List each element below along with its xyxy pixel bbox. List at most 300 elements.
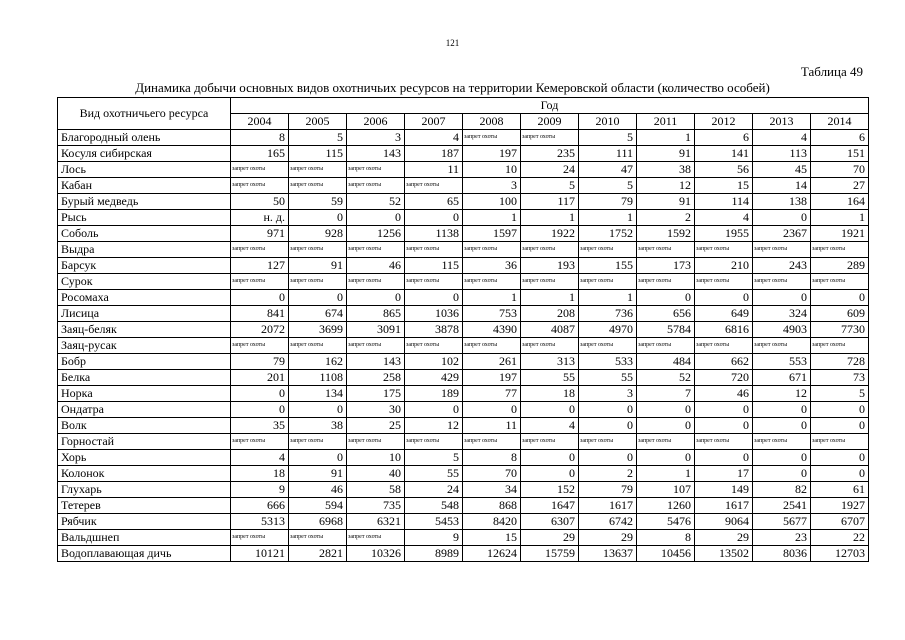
value-cell: 164 xyxy=(811,194,869,210)
value-cell: 666 xyxy=(231,498,289,514)
value-cell: 0 xyxy=(753,210,811,226)
hunting-ban-cell: запрет охоты xyxy=(347,178,405,194)
value-cell: 1 xyxy=(579,210,637,226)
value-cell: 649 xyxy=(695,306,753,322)
hunting-ban-cell: запрет охоты xyxy=(289,242,347,258)
hunting-ban-cell: запрет охоты xyxy=(753,274,811,290)
value-cell: 47 xyxy=(579,162,637,178)
value-cell: 0 xyxy=(753,402,811,418)
value-cell: 15 xyxy=(463,530,521,546)
value-cell: 1617 xyxy=(695,498,753,514)
value-cell: 0 xyxy=(405,210,463,226)
value-cell: 0 xyxy=(405,290,463,306)
table-row xyxy=(58,546,869,562)
resource-name-cell: Колонок xyxy=(58,466,231,482)
value-cell: 0 xyxy=(347,210,405,226)
value-cell: 8 xyxy=(637,530,695,546)
value-cell: 533 xyxy=(579,354,637,370)
value-cell: 1 xyxy=(463,210,521,226)
value-cell: 6307 xyxy=(521,514,579,530)
value-cell: 113 xyxy=(753,146,811,162)
value-cell: 324 xyxy=(753,306,811,322)
value-cell: 11 xyxy=(405,162,463,178)
value-cell: 720 xyxy=(695,370,753,386)
value-cell: 46 xyxy=(289,482,347,498)
table-row xyxy=(58,354,869,370)
value-cell: 56 xyxy=(695,162,753,178)
value-cell: 3091 xyxy=(347,322,405,338)
value-cell: 1597 xyxy=(463,226,521,242)
hunting-ban-cell: запрет охоты xyxy=(695,434,753,450)
hunting-ban-cell: запрет охоты xyxy=(521,274,579,290)
value-cell: 162 xyxy=(289,354,347,370)
value-cell: 7 xyxy=(637,386,695,402)
resource-name-cell: Барсук xyxy=(58,258,231,274)
hunting-ban-cell: запрет охоты xyxy=(753,242,811,258)
value-cell: 115 xyxy=(289,146,347,162)
value-cell: 609 xyxy=(811,306,869,322)
value-cell: 12624 xyxy=(463,546,521,562)
value-cell: 0 xyxy=(753,450,811,466)
value-cell: 91 xyxy=(289,466,347,482)
value-cell: 4087 xyxy=(521,322,579,338)
year-header-cell: 2012 xyxy=(695,114,753,130)
value-cell: 208 xyxy=(521,306,579,322)
value-cell: 594 xyxy=(289,498,347,514)
table-row xyxy=(58,514,869,530)
value-cell: 484 xyxy=(637,354,695,370)
value-cell: 45 xyxy=(753,162,811,178)
value-cell: 0 xyxy=(579,450,637,466)
value-cell: 0 xyxy=(811,402,869,418)
hunting-ban-cell: запрет охоты xyxy=(695,242,753,258)
hunting-ban-cell: запрет охоты xyxy=(521,242,579,258)
value-cell: 0 xyxy=(637,450,695,466)
value-cell: 141 xyxy=(695,146,753,162)
table-row xyxy=(58,194,869,210)
value-cell: 91 xyxy=(637,146,695,162)
hunting-ban-cell: запрет охоты xyxy=(521,434,579,450)
year-header-cell: 2006 xyxy=(347,114,405,130)
value-cell: 0 xyxy=(521,466,579,482)
value-cell: 5 xyxy=(289,130,347,146)
value-cell: 1 xyxy=(521,210,579,226)
value-cell: 0 xyxy=(231,290,289,306)
value-cell: 193 xyxy=(521,258,579,274)
table-row xyxy=(58,130,869,146)
value-cell: 2821 xyxy=(289,546,347,562)
hunting-ban-cell: запрет охоты xyxy=(231,162,289,178)
resource-name-cell: Глухарь xyxy=(58,482,231,498)
value-cell: 243 xyxy=(753,258,811,274)
value-cell: 0 xyxy=(695,450,753,466)
value-cell: 6321 xyxy=(347,514,405,530)
value-cell: 735 xyxy=(347,498,405,514)
hunting-ban-cell: запрет охоты xyxy=(695,274,753,290)
table-row xyxy=(58,482,869,498)
hunting-ban-cell: запрет охоты xyxy=(405,338,463,354)
value-cell: 197 xyxy=(463,146,521,162)
value-cell: 55 xyxy=(405,466,463,482)
value-cell: 3 xyxy=(463,178,521,194)
hunting-ban-cell: запрет охоты xyxy=(231,274,289,290)
value-cell: 25 xyxy=(347,418,405,434)
value-cell: 1617 xyxy=(579,498,637,514)
value-cell: 736 xyxy=(579,306,637,322)
value-cell: 36 xyxy=(463,258,521,274)
table-row xyxy=(58,498,869,514)
value-cell: 8989 xyxy=(405,546,463,562)
value-cell: 165 xyxy=(231,146,289,162)
value-cell: 18 xyxy=(231,466,289,482)
value-cell: 155 xyxy=(579,258,637,274)
resource-name-cell: Благородный олень xyxy=(58,130,231,146)
table-row xyxy=(58,418,869,434)
value-cell: 3699 xyxy=(289,322,347,338)
value-cell: 656 xyxy=(637,306,695,322)
value-cell: 0 xyxy=(289,402,347,418)
year-header-cell: 2007 xyxy=(405,114,463,130)
value-cell: 55 xyxy=(521,370,579,386)
table-row xyxy=(58,434,869,450)
value-cell: 0 xyxy=(811,290,869,306)
value-cell: 70 xyxy=(463,466,521,482)
value-cell: 3 xyxy=(347,130,405,146)
resource-name-cell: Тетерев xyxy=(58,498,231,514)
value-cell: 289 xyxy=(811,258,869,274)
resource-name-cell: Вальдшнеп xyxy=(58,530,231,546)
table-row xyxy=(58,162,869,178)
value-cell: 24 xyxy=(405,482,463,498)
value-cell: 5 xyxy=(579,130,637,146)
value-cell: 38 xyxy=(289,418,347,434)
value-cell: 50 xyxy=(231,194,289,210)
value-cell: 10 xyxy=(463,162,521,178)
value-cell: 4 xyxy=(521,418,579,434)
value-cell: 0 xyxy=(811,450,869,466)
hunting-ban-cell: запрет охоты xyxy=(347,162,405,178)
value-cell: 1922 xyxy=(521,226,579,242)
resource-name-cell: Волк xyxy=(58,418,231,434)
hunting-ban-cell: запрет охоты xyxy=(579,242,637,258)
value-cell: 1955 xyxy=(695,226,753,242)
value-cell: 111 xyxy=(579,146,637,162)
value-cell: 2 xyxy=(637,210,695,226)
value-cell: 79 xyxy=(579,194,637,210)
value-cell: 0 xyxy=(753,466,811,482)
value-cell: 0 xyxy=(637,290,695,306)
year-header-cell: 2014 xyxy=(811,114,869,130)
value-cell: 8 xyxy=(463,450,521,466)
hunting-ban-cell: запрет охоты xyxy=(521,130,579,146)
value-cell: 10456 xyxy=(637,546,695,562)
value-cell: 0 xyxy=(695,418,753,434)
value-cell: 35 xyxy=(231,418,289,434)
hunting-ban-cell: запрет охоты xyxy=(463,274,521,290)
value-cell: 728 xyxy=(811,354,869,370)
value-cell: 9 xyxy=(405,530,463,546)
value-cell: 12 xyxy=(753,386,811,402)
value-cell: 0 xyxy=(811,418,869,434)
value-cell: 1 xyxy=(811,210,869,226)
value-cell: 15 xyxy=(695,178,753,194)
year-header-cell: 2009 xyxy=(521,114,579,130)
resource-name-cell: Сурок xyxy=(58,274,231,290)
year-header-cell: 2010 xyxy=(579,114,637,130)
value-cell: 201 xyxy=(231,370,289,386)
resource-name-cell: Бурый медведь xyxy=(58,194,231,210)
hunting-ban-cell: запрет охоты xyxy=(347,274,405,290)
value-cell: 0 xyxy=(347,290,405,306)
table-row xyxy=(58,210,869,226)
hunting-ban-cell: запрет охоты xyxy=(289,274,347,290)
value-cell: 4 xyxy=(753,130,811,146)
value-cell: 1260 xyxy=(637,498,695,514)
value-cell: 27 xyxy=(811,178,869,194)
year-header-cell: 2004 xyxy=(231,114,289,130)
resource-name-cell: Рябчик xyxy=(58,514,231,530)
value-cell: 865 xyxy=(347,306,405,322)
table-row xyxy=(58,530,869,546)
value-cell: 17 xyxy=(695,466,753,482)
value-cell: н. д. xyxy=(231,210,289,226)
value-cell: 4 xyxy=(695,210,753,226)
table-row xyxy=(58,178,869,194)
value-cell: 70 xyxy=(811,162,869,178)
value-cell: 82 xyxy=(753,482,811,498)
table-row xyxy=(58,338,869,354)
value-cell: 79 xyxy=(579,482,637,498)
hunting-ban-cell: запрет охоты xyxy=(289,338,347,354)
table-row xyxy=(58,386,869,402)
table-row xyxy=(58,290,869,306)
value-cell: 1 xyxy=(637,466,695,482)
value-cell: 5453 xyxy=(405,514,463,530)
value-cell: 13637 xyxy=(579,546,637,562)
value-cell: 6742 xyxy=(579,514,637,530)
value-cell: 8 xyxy=(231,130,289,146)
value-cell: 197 xyxy=(463,370,521,386)
resource-name-cell: Горностай xyxy=(58,434,231,450)
value-cell: 548 xyxy=(405,498,463,514)
hunting-ban-cell: запрет охоты xyxy=(579,434,637,450)
hunting-ban-cell: запрет охоты xyxy=(811,434,869,450)
value-cell: 29 xyxy=(695,530,753,546)
value-cell: 151 xyxy=(811,146,869,162)
resource-name-cell: Росомаха xyxy=(58,290,231,306)
value-cell: 59 xyxy=(289,194,347,210)
table-row xyxy=(58,322,869,338)
value-cell: 14 xyxy=(753,178,811,194)
hunting-ban-cell: запрет охоты xyxy=(347,434,405,450)
value-cell: 261 xyxy=(463,354,521,370)
value-cell: 52 xyxy=(347,194,405,210)
value-cell: 0 xyxy=(405,402,463,418)
value-cell: 79 xyxy=(231,354,289,370)
value-cell: 29 xyxy=(579,530,637,546)
table-row xyxy=(58,226,869,242)
value-cell: 0 xyxy=(289,450,347,466)
value-cell: 187 xyxy=(405,146,463,162)
value-cell: 8036 xyxy=(753,546,811,562)
value-cell: 671 xyxy=(753,370,811,386)
hunting-ban-cell: запрет охоты xyxy=(637,274,695,290)
value-cell: 52 xyxy=(637,370,695,386)
value-cell: 313 xyxy=(521,354,579,370)
value-cell: 4970 xyxy=(579,322,637,338)
value-cell: 5476 xyxy=(637,514,695,530)
resource-name-cell: Лось xyxy=(58,162,231,178)
value-cell: 0 xyxy=(231,402,289,418)
hunting-ban-cell: запрет охоты xyxy=(231,338,289,354)
hunting-ban-cell: запрет охоты xyxy=(463,242,521,258)
value-cell: 34 xyxy=(463,482,521,498)
resource-name-cell: Хорь xyxy=(58,450,231,466)
value-cell: 15759 xyxy=(521,546,579,562)
value-cell: 841 xyxy=(231,306,289,322)
hunting-ban-cell: запрет охоты xyxy=(811,338,869,354)
value-cell: 2367 xyxy=(753,226,811,242)
value-cell: 0 xyxy=(753,290,811,306)
value-cell: 1921 xyxy=(811,226,869,242)
value-cell: 868 xyxy=(463,498,521,514)
value-cell: 5 xyxy=(579,178,637,194)
resource-name-cell: Заяц-беляк xyxy=(58,322,231,338)
value-cell: 1 xyxy=(637,130,695,146)
value-cell: 12703 xyxy=(811,546,869,562)
value-cell: 2072 xyxy=(231,322,289,338)
resource-name-cell: Водоплавающая дичь xyxy=(58,546,231,562)
value-cell: 189 xyxy=(405,386,463,402)
value-cell: 149 xyxy=(695,482,753,498)
value-cell: 23 xyxy=(753,530,811,546)
value-cell: 5313 xyxy=(231,514,289,530)
value-cell: 24 xyxy=(521,162,579,178)
value-cell: 235 xyxy=(521,146,579,162)
value-cell: 1927 xyxy=(811,498,869,514)
value-cell: 0 xyxy=(463,402,521,418)
value-cell: 55 xyxy=(579,370,637,386)
hunting-ban-cell: запрет охоты xyxy=(231,178,289,194)
value-cell: 73 xyxy=(811,370,869,386)
value-cell: 30 xyxy=(347,402,405,418)
value-cell: 115 xyxy=(405,258,463,274)
value-cell: 10 xyxy=(347,450,405,466)
value-cell: 91 xyxy=(637,194,695,210)
resource-name-cell: Выдра xyxy=(58,242,231,258)
hunting-ban-cell: запрет охоты xyxy=(231,530,289,546)
value-cell: 18 xyxy=(521,386,579,402)
value-cell: 11 xyxy=(463,418,521,434)
hunting-ban-cell: запрет охоты xyxy=(521,338,579,354)
value-cell: 6968 xyxy=(289,514,347,530)
table-row xyxy=(58,274,869,290)
hunting-ban-cell: запрет охоты xyxy=(347,242,405,258)
hunting-ban-cell: запрет охоты xyxy=(753,434,811,450)
harvest-table xyxy=(57,97,869,562)
year-header-cell: 2011 xyxy=(637,114,695,130)
value-cell: 2541 xyxy=(753,498,811,514)
value-cell: 1 xyxy=(521,290,579,306)
value-cell: 6816 xyxy=(695,322,753,338)
value-cell: 0 xyxy=(637,418,695,434)
table-row xyxy=(58,258,869,274)
resource-name-cell: Белка xyxy=(58,370,231,386)
hunting-ban-cell: запрет охоты xyxy=(753,338,811,354)
hunting-ban-cell: запрет охоты xyxy=(463,434,521,450)
value-cell: 1 xyxy=(579,290,637,306)
value-cell: 40 xyxy=(347,466,405,482)
value-cell: 173 xyxy=(637,258,695,274)
value-cell: 114 xyxy=(695,194,753,210)
value-cell: 134 xyxy=(289,386,347,402)
value-cell: 9064 xyxy=(695,514,753,530)
table-row xyxy=(58,402,869,418)
value-cell: 662 xyxy=(695,354,753,370)
value-cell: 0 xyxy=(289,290,347,306)
year-header-cell: 2005 xyxy=(289,114,347,130)
hunting-ban-cell: запрет охоты xyxy=(463,338,521,354)
value-cell: 674 xyxy=(289,306,347,322)
value-cell: 5 xyxy=(811,386,869,402)
value-cell: 46 xyxy=(347,258,405,274)
value-cell: 0 xyxy=(231,386,289,402)
resource-name-cell: Соболь xyxy=(58,226,231,242)
hunting-ban-cell: запрет охоты xyxy=(347,338,405,354)
value-cell: 0 xyxy=(579,418,637,434)
table-row xyxy=(58,146,869,162)
value-cell: 107 xyxy=(637,482,695,498)
hunting-ban-cell: запрет охоты xyxy=(637,434,695,450)
page-number: 121 xyxy=(445,38,460,48)
value-cell: 210 xyxy=(695,258,753,274)
value-cell: 2 xyxy=(579,466,637,482)
table-row xyxy=(58,466,869,482)
value-cell: 753 xyxy=(463,306,521,322)
resource-name-cell: Бобр xyxy=(58,354,231,370)
value-cell: 5677 xyxy=(753,514,811,530)
value-cell: 143 xyxy=(347,354,405,370)
value-cell: 10121 xyxy=(231,546,289,562)
hunting-ban-cell: запрет охоты xyxy=(811,274,869,290)
value-cell: 0 xyxy=(521,450,579,466)
hunting-ban-cell: запрет охоты xyxy=(811,242,869,258)
value-cell: 61 xyxy=(811,482,869,498)
resource-name-cell: Рысь xyxy=(58,210,231,226)
value-cell: 8420 xyxy=(463,514,521,530)
value-cell: 22 xyxy=(811,530,869,546)
value-cell: 258 xyxy=(347,370,405,386)
table-row xyxy=(58,242,869,258)
value-cell: 143 xyxy=(347,146,405,162)
value-cell: 175 xyxy=(347,386,405,402)
value-cell: 1592 xyxy=(637,226,695,242)
hunting-ban-cell: запрет охоты xyxy=(405,434,463,450)
value-cell: 77 xyxy=(463,386,521,402)
table-row xyxy=(58,450,869,466)
table-row xyxy=(58,370,869,386)
value-cell: 46 xyxy=(695,386,753,402)
resource-name-cell: Ондатра xyxy=(58,402,231,418)
value-cell: 4 xyxy=(405,130,463,146)
hunting-ban-cell: запрет охоты xyxy=(289,178,347,194)
value-cell: 5 xyxy=(521,178,579,194)
hunting-ban-cell: запрет охоты xyxy=(695,338,753,354)
value-cell: 0 xyxy=(753,418,811,434)
value-cell: 13502 xyxy=(695,546,753,562)
value-cell: 9 xyxy=(231,482,289,498)
value-cell: 12 xyxy=(637,178,695,194)
